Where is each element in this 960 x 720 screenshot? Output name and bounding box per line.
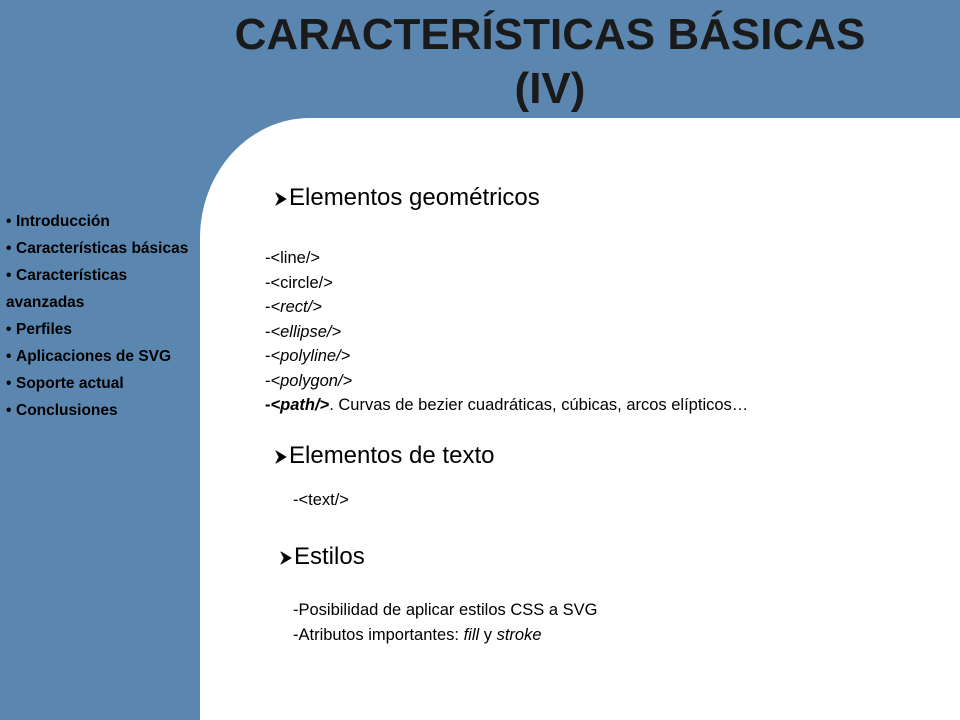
conjunction: y — [479, 625, 497, 644]
sidebar-item-caracteristicas-basicas[interactable] — [6, 235, 196, 262]
heading-text: Elementos de texto — [289, 442, 495, 469]
list-item — [265, 393, 748, 418]
attributes-label: -Atributos importantes: — [293, 625, 464, 644]
list-item: -Posibilidad de aplicar estilos CSS a SVG — [293, 601, 598, 619]
title-line-2: (IV) — [514, 64, 586, 113]
tag-line: <line/> — [270, 249, 321, 267]
sidebar-item-perfiles[interactable] — [6, 316, 196, 343]
heading-estilos — [280, 543, 365, 571]
bullet-icon: • — [6, 213, 12, 230]
tag-circle: <circle/> — [270, 273, 333, 292]
tag-rect: <rect/> — [270, 298, 322, 316]
list-item: -<text/> — [293, 491, 349, 509]
heading-text: Estilos — [294, 543, 365, 570]
heading-elementos-geometricos — [275, 184, 540, 212]
list-item — [265, 295, 748, 320]
slide-title — [200, 8, 900, 116]
arrowhead-bullet-icon — [280, 551, 292, 565]
geometric-elements-list — [265, 246, 748, 418]
sidebar-item-label: Introducción — [16, 213, 110, 230]
list-item — [265, 320, 748, 345]
sidebar-item-aplicaciones-svg[interactable] — [6, 343, 196, 370]
arrowhead-bullet-icon — [275, 450, 287, 464]
heading-text: Elementos geométricos — [289, 184, 540, 211]
bullet-icon: • — [6, 348, 12, 365]
sidebar-nav — [6, 208, 196, 424]
styles-list — [293, 598, 597, 647]
bullet-icon: • — [6, 402, 12, 419]
dash: - — [265, 249, 271, 267]
list-item — [265, 369, 748, 394]
list-item — [265, 344, 748, 369]
sidebar-item-label: Soporte actual — [16, 375, 124, 392]
text-elements-list — [293, 488, 349, 513]
tag-ellipse: <ellipse/> — [270, 322, 342, 341]
path-description: . Curvas de bezier cuadráticas, cúbicas, arcos elípticos… — [329, 396, 749, 414]
dash: - — [265, 298, 271, 316]
heading-elementos-texto — [275, 442, 494, 470]
bullet-icon: • — [6, 321, 12, 338]
dash: - — [265, 273, 271, 292]
dash: - — [265, 371, 271, 390]
tag-polyline: <polyline/> — [270, 347, 351, 365]
sidebar-item-conclusiones[interactable] — [6, 397, 196, 424]
sidebar-item-caracteristicas-avanzadas[interactable] — [6, 262, 196, 316]
dash: - — [265, 347, 271, 365]
sidebar-item-label: Características avanzadas — [6, 267, 128, 311]
sidebar-item-label: Aplicaciones de SVG — [16, 348, 172, 365]
tag-polygon: <polygon/> — [270, 371, 353, 390]
bullet-icon: • — [6, 375, 12, 392]
sidebar-item-soporte-actual[interactable] — [6, 370, 196, 397]
sidebar-item-label: Características básicas — [16, 240, 189, 257]
sidebar-item-label: Perfiles — [16, 321, 73, 338]
sidebar-item-introduccion[interactable] — [6, 208, 196, 235]
arrowhead-bullet-icon — [275, 192, 287, 206]
title-line-1: CARACTERÍSTICAS BÁSICAS — [234, 10, 866, 59]
tag-path: <path/> — [270, 396, 330, 414]
list-item — [265, 246, 748, 271]
sidebar-item-label: Conclusiones — [16, 402, 118, 419]
list-item — [265, 271, 748, 296]
bullet-icon: • — [6, 240, 12, 257]
dash: - — [265, 396, 271, 414]
dash: - — [265, 322, 271, 341]
attr-fill: fill — [463, 625, 480, 644]
list-item — [293, 623, 597, 648]
attr-stroke: stroke — [496, 625, 542, 644]
bullet-icon: • — [6, 267, 12, 284]
